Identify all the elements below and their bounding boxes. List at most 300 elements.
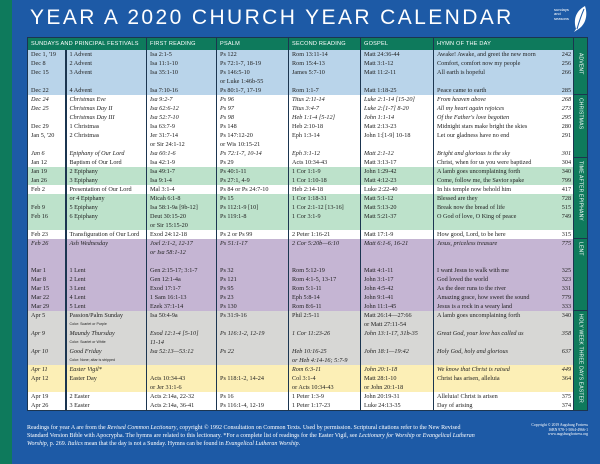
table-row <box>28 266 588 275</box>
psalm-cell-line: Ps 2 or Ps 99 <box>220 230 253 238</box>
first-reading-cell-line: Ezek 37:1-14 <box>150 302 184 310</box>
second-reading-cell <box>289 347 361 365</box>
day-cell-text: 3 Advent <box>69 68 93 76</box>
first-reading-cell-line: 11-14 <box>150 338 164 346</box>
hymn-number-text: 449 <box>561 365 572 373</box>
table-row <box>28 149 588 158</box>
hymn-cell <box>434 50 560 59</box>
second-reading-cell-line: Titus 2:11-14 <box>292 95 325 103</box>
hymn-cell-text: Holy God, holy and glorious <box>437 347 508 355</box>
table-row <box>28 302 588 311</box>
gospel-cell-line: Matt 4:12-23 <box>364 176 397 184</box>
gospel-cell-line: John 1:[1-9] 10-18 <box>364 131 411 139</box>
gospel-cell-line: or Matt 27:11-54 <box>364 320 407 328</box>
date-cell-text: Apr 11 <box>31 365 48 373</box>
table-row <box>28 374 588 392</box>
header-gospel: GOSPEL <box>361 38 434 50</box>
hymn-number <box>560 194 574 203</box>
day-cell <box>66 59 147 68</box>
table-row <box>28 311 588 329</box>
hymn-cell-text: How good, Lord, to be here <box>437 230 506 238</box>
first-reading-cell-line: Exod 12:1-4 [5-10] <box>150 329 199 337</box>
second-reading-cell <box>289 104 361 113</box>
day-cell <box>66 86 147 95</box>
hymn-number-text: 242 <box>561 50 572 58</box>
psalm-cell-line: Ps 147:12-20 <box>220 131 253 139</box>
first-reading-cell <box>147 266 217 275</box>
first-reading-cell <box>147 149 217 158</box>
psalm-cell <box>217 284 289 293</box>
hymn-cell-text: Blessed are they <box>437 194 478 202</box>
first-reading-cell-line: Isa 50:4-9a <box>150 311 178 319</box>
second-reading-cell <box>289 95 361 104</box>
psalm-cell-line: Ps 95 <box>220 284 234 292</box>
first-reading-cell <box>147 104 217 113</box>
psalm-cell <box>217 113 289 122</box>
second-reading-cell-line: Col 3:1-4 <box>292 374 316 382</box>
date-cell <box>28 59 66 68</box>
psalm-cell-line: Ps 15 <box>220 194 234 202</box>
hymn-number-text: 291 <box>561 131 572 139</box>
date-cell-text: Mar 22 <box>31 293 50 301</box>
page-title: YEAR A 2020 CHURCH YEAR CALENDAR <box>30 6 514 29</box>
day-cell-text: 1 Advent <box>69 50 93 58</box>
gospel-cell-line: Matt 1:18-25 <box>364 86 397 94</box>
first-reading-cell-line: Isa 9:2-7 <box>150 95 173 103</box>
table-row <box>28 95 588 104</box>
second-reading-cell <box>289 167 361 176</box>
date-cell <box>28 131 66 149</box>
hymn-number-text: 375 <box>561 392 572 400</box>
hymn-cell-text: Day of arising <box>437 401 473 409</box>
season-label <box>574 95 588 158</box>
hymn-number <box>560 365 574 374</box>
day-cell-text: Epiphany of Our Lord <box>69 149 125 157</box>
hymn-cell <box>434 122 560 131</box>
psalm-cell <box>217 167 289 176</box>
first-reading-cell <box>147 230 217 239</box>
first-reading-cell <box>147 68 217 86</box>
hymn-cell-text: Christ, when for us you were baptized <box>437 158 532 166</box>
day-cell <box>66 374 147 392</box>
day-cell-text: Easter Day <box>69 374 97 382</box>
second-reading-cell-line: Rom 5:1-11 <box>292 284 322 292</box>
gospel-cell <box>361 95 434 104</box>
psalm-cell-line <box>220 365 286 374</box>
first-reading-cell <box>147 131 217 149</box>
date-cell-text: Mar 8 <box>31 275 46 283</box>
psalm-cell <box>217 50 289 59</box>
hymn-number <box>560 113 574 122</box>
gospel-cell-line: Luke 2:[1-7] 8-20 <box>364 104 409 112</box>
first-reading-cell <box>147 275 217 284</box>
gospel-cell <box>361 284 434 293</box>
first-reading-cell-line: Acts 2:14a, 22-32 <box>150 392 195 400</box>
hymn-cell-text: All earth is hopeful <box>437 68 485 76</box>
hymn-cell-text: As the deer runs to the river <box>437 284 507 292</box>
day-cell <box>66 311 147 329</box>
gospel-cell-line: Matt 2:13-23 <box>364 122 397 130</box>
day-cell-text: 2 Christmas <box>69 131 100 139</box>
hymn-number-text: 325 <box>561 266 572 274</box>
hymn-cell <box>434 293 560 302</box>
first-reading-cell <box>147 167 217 176</box>
hymn-cell <box>434 347 560 365</box>
day-cell <box>66 365 147 374</box>
gospel-cell <box>361 50 434 59</box>
hymn-number-text: 301 <box>561 149 572 157</box>
table-row <box>28 365 588 374</box>
first-reading-cell-line: or Sir 24:1-12 <box>150 140 185 148</box>
day-cell <box>66 239 147 266</box>
first-reading-cell-line: Mal 3:1-4 <box>150 185 175 193</box>
psalm-cell-line: Ps 31:9-16 <box>220 311 247 319</box>
first-reading-cell-line: Gen 12:1-4a <box>150 275 181 283</box>
hymn-number-text: 280 <box>561 122 572 130</box>
second-reading-cell <box>289 131 361 149</box>
day-cell <box>66 122 147 131</box>
date-cell-text: Apr 10 <box>31 347 49 355</box>
psalm-cell <box>217 347 289 365</box>
date-cell-text: Jan 26 <box>31 176 47 184</box>
psalm-cell <box>217 176 289 185</box>
second-reading-cell <box>289 311 361 329</box>
gospel-cell-line: Matt 2:1-12 <box>364 149 394 157</box>
psalm-cell-line: Ps 23 <box>220 293 234 301</box>
date-cell-text: Mar 15 <box>31 284 50 292</box>
table-row <box>28 59 588 68</box>
second-reading-cell <box>289 374 361 392</box>
day-cell-text: 2 Epiphany <box>69 167 98 175</box>
first-reading-cell <box>147 293 217 302</box>
hymn-cell-text: Jesus, priceless treasure <box>437 239 498 247</box>
day-cell <box>66 176 147 185</box>
psalm-cell <box>217 122 289 131</box>
gospel-cell-line: Matt 11:2-11 <box>364 68 397 76</box>
hymn-number <box>560 329 574 347</box>
psalm-cell <box>217 302 289 311</box>
hymn-number-text: 266 <box>561 68 572 76</box>
table-row <box>28 284 588 293</box>
day-cell <box>66 113 147 122</box>
second-reading-cell-line: 1 Cor 1:18-31 <box>292 194 327 202</box>
header-first-reading: FIRST READING <box>147 38 217 50</box>
hymn-cell <box>434 68 560 86</box>
first-reading-cell-line: Isa 52:13—53:12 <box>150 347 194 355</box>
date-cell-text: Apr 9 <box>31 329 45 337</box>
day-cell <box>66 329 147 347</box>
first-reading-cell-line: Isa 2:1-5 <box>150 50 172 58</box>
gospel-cell-line: Matt 5:21-37 <box>364 212 397 220</box>
table-row <box>28 104 588 113</box>
day-cell-text: Easter Vigil* <box>69 365 102 373</box>
second-reading-cell-line: Rom 13:11-14 <box>292 50 328 58</box>
second-reading-cell <box>289 122 361 131</box>
season-label <box>574 239 588 311</box>
psalm-cell-line: Ps 146:5-10 <box>220 68 250 76</box>
hymn-number <box>560 275 574 284</box>
hymn-number <box>560 311 574 329</box>
second-reading-cell <box>289 113 361 122</box>
gospel-cell <box>361 230 434 239</box>
hymn-number <box>560 158 574 167</box>
day-cell-text: Christmas Eve <box>69 95 106 103</box>
hymn-cell-text: Christ has arisen, alleluia <box>437 374 500 382</box>
table-row <box>28 113 588 122</box>
gospel-cell <box>361 185 434 194</box>
first-reading-cell <box>147 176 217 185</box>
table-row <box>28 347 588 365</box>
table-row <box>28 239 588 266</box>
day-cell-text: Good Friday <box>69 347 102 355</box>
date-cell <box>28 158 66 167</box>
gospel-cell <box>361 347 434 365</box>
hymn-number-text: 779 <box>561 293 572 301</box>
first-reading-cell-line: Joel 2:1-2, 12-17 <box>150 239 193 247</box>
psalm-cell <box>217 149 289 158</box>
first-reading-cell <box>147 95 217 104</box>
second-reading-cell <box>289 59 361 68</box>
gospel-cell <box>361 275 434 284</box>
second-reading-cell <box>289 203 361 212</box>
hymn-cell <box>434 158 560 167</box>
date-cell-text: Mar 29 <box>31 302 50 310</box>
first-reading-cell-line: Isa 62:6-12 <box>150 104 179 112</box>
hymn-cell-text: We know that Christ is raised <box>437 365 510 373</box>
hymn-cell-text: I want Jesus to walk with me <box>437 266 509 274</box>
day-cell <box>66 266 147 275</box>
second-reading-cell-line: Heb 1:1-4 [5-12] <box>292 113 335 121</box>
hymn-cell-text: In his temple now behold him <box>437 185 512 193</box>
day-cell <box>66 230 147 239</box>
hymn-number <box>560 185 574 194</box>
day-cell-text: 2 Lent <box>69 275 86 283</box>
hymn-number <box>560 293 574 302</box>
gospel-cell-line: John 20:1-18 <box>364 365 398 373</box>
psalm-cell <box>217 365 289 374</box>
first-reading-cell <box>147 185 217 194</box>
table-row <box>28 230 588 239</box>
first-reading-cell <box>147 212 217 230</box>
hymn-number <box>560 59 574 68</box>
gospel-cell-line: John 9:1-41 <box>364 293 394 301</box>
psalm-cell-line: Ps 96 <box>220 95 234 103</box>
hymn-number <box>560 167 574 176</box>
date-cell <box>28 203 66 212</box>
hymn-cell-text: A lamb goes uncomplaining forth <box>437 311 521 319</box>
date-cell-text: Dec 25 <box>31 104 49 112</box>
day-cell <box>66 275 147 284</box>
psalm-cell-line: Ps 116:1-4, 12-19 <box>220 401 264 409</box>
psalm-cell-line: Ps 148 <box>220 122 237 130</box>
hymn-number-text: 315 <box>561 230 572 238</box>
gospel-cell-line: John 1:29-42 <box>364 167 397 175</box>
psalm-cell <box>217 203 289 212</box>
gospel-cell <box>361 203 434 212</box>
psalm-cell <box>217 293 289 302</box>
hymn-number-text: 728 <box>561 194 572 202</box>
gospel-cell-line: Luke 24:13-35 <box>364 401 401 409</box>
psalm-cell <box>217 194 289 203</box>
hymn-cell <box>434 86 560 95</box>
psalm-cell <box>217 374 289 392</box>
day-cell-text: 3 Lent <box>69 284 86 292</box>
hymn-number <box>560 239 574 266</box>
second-reading-cell <box>289 239 361 266</box>
hymn-cell <box>434 392 560 401</box>
date-cell <box>28 122 66 131</box>
date-cell <box>28 239 66 266</box>
gospel-cell-line: Matt 24:36-44 <box>364 50 400 58</box>
gospel-cell <box>361 113 434 122</box>
hymn-cell <box>434 113 560 122</box>
date-cell-text: Dec 29 <box>31 122 49 130</box>
date-cell <box>28 230 66 239</box>
table-row <box>28 68 588 86</box>
date-cell-text: Feb 26 <box>31 239 49 247</box>
psalm-cell-line: Ps 98 <box>220 113 234 121</box>
season-label-text: ADVENT <box>577 52 584 74</box>
date-cell <box>28 401 66 411</box>
hymn-cell-text: Midnight stars make bright the skies <box>437 122 528 130</box>
gospel-cell <box>361 68 434 86</box>
table-row <box>28 122 588 131</box>
date-cell <box>28 104 66 113</box>
date-cell <box>28 266 66 275</box>
hymn-cell-text: All my heart again rejoices <box>437 104 505 112</box>
day-cell <box>66 203 147 212</box>
psalm-cell-line: Ps 121 <box>220 275 237 283</box>
gospel-cell-line: Matt 28:1-10 <box>364 374 397 382</box>
day-cell <box>66 167 147 176</box>
hymn-cell <box>434 194 560 203</box>
second-reading-cell-line: 1 Cor 2:1-12 [13-16] <box>292 203 344 211</box>
gospel-cell <box>361 266 434 275</box>
sundays-and-seasons-logo <box>554 5 590 35</box>
second-reading-cell-line: Eph 3:1-12 <box>292 149 321 157</box>
day-cell <box>66 302 147 311</box>
second-reading-cell-line: 1 Cor 11:23-26 <box>292 329 331 337</box>
date-cell-text: Dec 8 <box>31 59 46 67</box>
psalm-cell <box>217 86 289 95</box>
psalm-cell <box>217 185 289 194</box>
hymn-number <box>560 374 574 392</box>
second-reading-cell <box>289 194 361 203</box>
gospel-cell-line: John 11:1-45 <box>364 302 397 310</box>
gospel-cell-line: Luke 2:1-14 [15-20] <box>364 95 415 103</box>
hymn-cell <box>434 401 560 411</box>
table-row <box>28 194 588 203</box>
psalm-cell-line: Ps 119:1-8 <box>220 212 247 220</box>
hymn-cell <box>434 185 560 194</box>
gospel-cell <box>361 239 434 266</box>
hymn-cell-text: Break now the bread of life <box>437 203 505 211</box>
hymn-number <box>560 302 574 311</box>
hymn-cell-text: Comfort, comfort now my people <box>437 59 521 67</box>
psalm-cell-line: Ps 118:1-2, 14-24 <box>220 374 264 382</box>
first-reading-cell <box>147 194 217 203</box>
gospel-cell <box>361 122 434 131</box>
first-reading-cell <box>147 158 217 167</box>
first-reading-cell-line: Isa 35:1-10 <box>150 68 179 76</box>
hymn-cell <box>434 284 560 293</box>
gospel-cell-line: Matt 3:1-12 <box>364 59 394 67</box>
hymn-cell <box>434 104 560 113</box>
hymn-cell <box>434 329 560 347</box>
date-cell <box>28 167 66 176</box>
day-cell <box>66 284 147 293</box>
date-cell-text: Feb 23 <box>31 230 49 238</box>
psalm-cell <box>217 131 289 149</box>
first-reading-cell <box>147 122 217 131</box>
date-cell <box>28 113 66 122</box>
psalm-cell-line: Ps 51:1-17 <box>220 239 248 247</box>
psalm-cell-line: Ps 40:1-11 <box>220 167 247 175</box>
gospel-cell <box>361 392 434 401</box>
psalm-cell-line: Ps 80:1-7, 17-19 <box>220 86 262 94</box>
gospel-cell <box>361 374 434 392</box>
gospel-cell <box>361 176 434 185</box>
first-reading-cell-line: Isa 60:1-6 <box>150 149 176 157</box>
table-row <box>28 86 588 95</box>
first-reading-cell <box>147 347 217 365</box>
second-reading-cell <box>289 329 361 347</box>
hymn-number-text: 374 <box>561 401 572 409</box>
hymn-cell-text: Let our gladness have no end <box>437 131 510 139</box>
date-cell <box>28 284 66 293</box>
hymn-cell <box>434 374 560 392</box>
first-reading-cell-line: Isa 52:7-10 <box>150 113 179 121</box>
second-reading-cell <box>289 293 361 302</box>
second-reading-cell-line: James 5:7-10 <box>292 68 325 76</box>
footer-note: Readings for year A are from the Revised Common Lectionary, copyright © 1992 Consultation on Common Texts. Used by permission. Scriptural citations refer to the New Revised Standard Version Bible with Apocrypha. The hymns are related to this lectionary. *For a complete list of readings for the Easter Vigil, see Lectionary for Worship or Evangelical Lutheran Worship, p. 269. Italics mean that the day is not a Sunday. Hymns can be found in Evangelical Lutheran Worship. <box>27 425 475 447</box>
season-label-text: CHRISTMAS <box>577 98 584 130</box>
day-cell <box>66 149 147 158</box>
psalm-cell-line: Ps 122 <box>220 50 237 58</box>
copyright-block: Copyright © 2019 Augsburg Fortress ISBN 978-1-5064-4966-1 www.augsburgfortress.org <box>531 423 588 437</box>
hymn-cell-text: Peace came to earth <box>437 86 487 94</box>
hymn-cell-text: Come, follow me, the Savior spake <box>437 176 525 184</box>
second-reading-cell-line: Phil 2:5-11 <box>292 311 320 319</box>
day-cell <box>66 185 147 194</box>
date-cell-text: Jan 6 <box>31 149 45 157</box>
gospel-cell <box>361 212 434 230</box>
second-reading-cell <box>289 266 361 275</box>
hymn-number <box>560 203 574 212</box>
hymn-cell <box>434 239 560 266</box>
gospel-cell-line: John 13:1-17, 31b-35 <box>364 329 418 337</box>
second-reading-cell <box>289 284 361 293</box>
gospel-cell-line: Matt 6:1-6, 16-21 <box>364 239 409 247</box>
date-cell <box>28 68 66 86</box>
date-cell <box>28 392 66 401</box>
hymn-number-text: 637 <box>561 347 572 355</box>
gospel-cell <box>361 365 434 374</box>
day-cell-text: Christmas Day II <box>69 104 113 112</box>
second-reading-cell-line: 1 Peter 1:3-9 <box>292 392 324 400</box>
table-row <box>28 203 588 212</box>
hymn-cell <box>434 167 560 176</box>
date-cell-text: Feb 16 <box>31 212 49 220</box>
hymn-number-text: 323 <box>561 275 572 283</box>
psalm-cell <box>217 104 289 113</box>
gospel-cell <box>361 104 434 113</box>
header-season <box>574 38 588 50</box>
psalm-cell <box>217 59 289 68</box>
gospel-cell <box>361 59 434 68</box>
first-reading-cell <box>147 374 217 392</box>
hymn-number-text: 268 <box>561 95 572 103</box>
